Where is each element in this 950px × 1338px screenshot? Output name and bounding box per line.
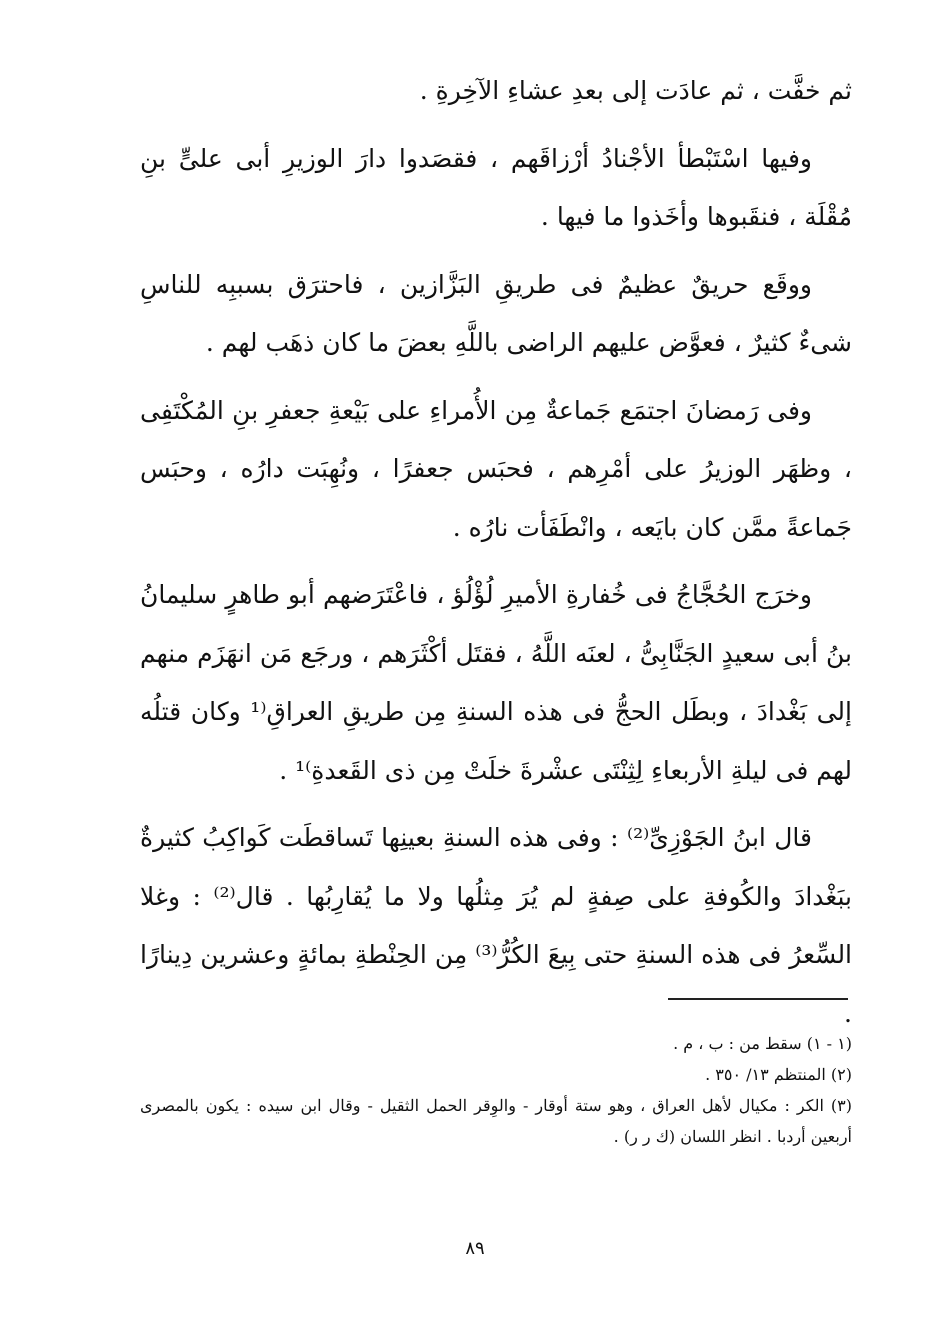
page-number: ٨٩ xyxy=(465,1238,485,1259)
footnote-3: (٣) الكر : مكيال لأهل العراق ، وهو ستة أوقار - والوِقر الحمل الثقيل - وقال ابن سيده : يكون بالمصرى أربعين أردبا . انظر اللسان (ك ر ر) . xyxy=(140,1096,852,1146)
paragraph-3: ووقَع حريقٌ عظيمٌ فى طريقِ البَزَّازين ، فاحترَق بسببِه للناسِ شىءٌ كثيرٌ ، فعوَّض عليهم الراضى باللَّهِ بعضَ ما كان ذهَب لهم . xyxy=(140,269,852,357)
footnotes xyxy=(140,1028,852,1152)
paragraph-4: وفى رَمضانَ اجتمَع جَماعةٌ مِن الأُمراءِ على بَيْعةِ جعفرِ بنِ المُكْتَفِى ، وظهَر الوزيرُ على أمْرِهم ، فحبَس جعفرًا ، ونُهِبَت دارُه ، وحبَس جَماعةً ممَّن كان بايَعه ، وانْطَفَأت نارُه . xyxy=(140,395,852,542)
paragraph-6: قال ابنُ الجَوْزِىِّ⁽²⁾ : وفى هذه السنةِ بعينِها تَساقطَت كَواكِبُ كثيرةٌ ببَغْدادَ والكُوفةِ على صِفةٍ لم يُرَ مِثلُها ولا ما يُقارِبُها . قال⁽²⁾ : وغلا السِّعرُ فى هذه السنةِ حتى بِيعَ الكُرُّ⁽³⁾ مِن الحِنْطةِ بمائةٍ وعشرين دِينارًا . xyxy=(140,823,853,1028)
paragraph-5: وخرَج الحُجَّاجُ فى خُفارةِ الأميرِ لُؤْلُؤ ، فاعْتَرَضهم أبو طاهرٍ سليمانُ بنُ أبى سعيدٍ الجَنَّابِىُّ ، لعنَه اللَّهُ ، فقتَل أكْثَرَهم ، ورجَع مَن انهَزَم منهم إلى بَغْدادَ ، وبطَل الحجُّ فى هذه السنةِ مِن طريقِ العراقِ⁽¹ وكان قتلُه لهم فى ليلةِ الأربعاءِ لِثِنْتَى عشْرةَ خلَتْ مِن ذى القَعدةِ⁾¹ . xyxy=(140,580,852,785)
paragraph-1: ثم خفَّت ، ثم عادَت إلى بعدِ عشاءِ الآخِرةِ . xyxy=(419,76,852,105)
footnote-1: (١ - ١) سقط من : ب ، م . xyxy=(673,1034,852,1053)
footnote-2: (٢) المنتظم ١٣/ ٣٥٠ . xyxy=(705,1065,852,1084)
footnote-separator xyxy=(668,998,848,1000)
paragraph-2: وفيها اسْتَبْطأ الأجْنادُ أرْزاقَهم ، فقصَدوا دارَ الوزيرِ أبى علىٍّ بنِ مُقْلَة ، فنقَبوها وأخَذوا ما فيها . xyxy=(140,143,852,231)
main-text xyxy=(140,62,852,1043)
